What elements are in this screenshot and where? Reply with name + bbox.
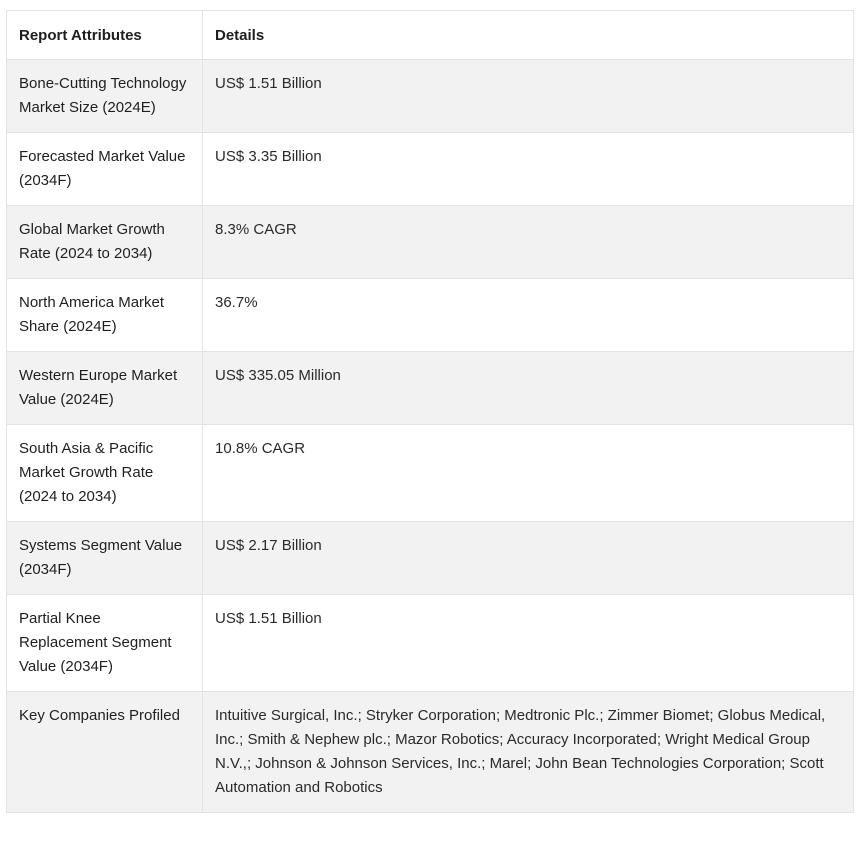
attribute-cell: Systems Segment Value (2034F) [7, 522, 203, 595]
table-row [7, 279, 854, 352]
table-row [7, 352, 854, 425]
report-attributes-table [6, 10, 854, 813]
details-cell: US$ 335.05 Million [203, 352, 854, 425]
table-row [7, 595, 854, 692]
table-row [7, 425, 854, 522]
attribute-cell: South Asia & Pacific Market Growth Rate (2024 to 2034) [7, 425, 203, 522]
table-row [7, 692, 854, 813]
attribute-cell: Partial Knee Replacement Segment Value (2034F) [7, 595, 203, 692]
details-cell: US$ 1.51 Billion [203, 595, 854, 692]
details-cell: Intuitive Surgical, Inc.; Stryker Corporation; Medtronic Plc.; Zimmer Biomet; Globus Medical, Inc.; Smith & Nephew plc.; Mazor Robotics; Accuracy Incorporated; Wright Medical Group N.V.,; Johnson & Johnson Services, Inc.; Marel; John Bean Technologies Corporation; Scott Automation and Robotics [203, 692, 854, 813]
attribute-cell: Western Europe Market Value (2024E) [7, 352, 203, 425]
report-attributes-table-container [6, 10, 853, 813]
details-cell: US$ 2.17 Billion [203, 522, 854, 595]
attribute-cell: Bone-Cutting Technology Market Size (2024E) [7, 60, 203, 133]
header-details: Details [203, 11, 854, 60]
details-cell: 8.3% CAGR [203, 206, 854, 279]
details-cell: 36.7% [203, 279, 854, 352]
details-cell: US$ 1.51 Billion [203, 60, 854, 133]
attribute-cell: Key Companies Profiled [7, 692, 203, 813]
header-report-attributes: Report Attributes [7, 11, 203, 60]
table-header-row [7, 11, 854, 60]
attribute-cell: Global Market Growth Rate (2024 to 2034) [7, 206, 203, 279]
table-row [7, 522, 854, 595]
details-cell: US$ 3.35 Billion [203, 133, 854, 206]
table-row [7, 60, 854, 133]
attribute-cell: Forecasted Market Value (2034F) [7, 133, 203, 206]
details-cell: 10.8% CAGR [203, 425, 854, 522]
table-row [7, 133, 854, 206]
attribute-cell: North America Market Share (2024E) [7, 279, 203, 352]
table-row [7, 206, 854, 279]
